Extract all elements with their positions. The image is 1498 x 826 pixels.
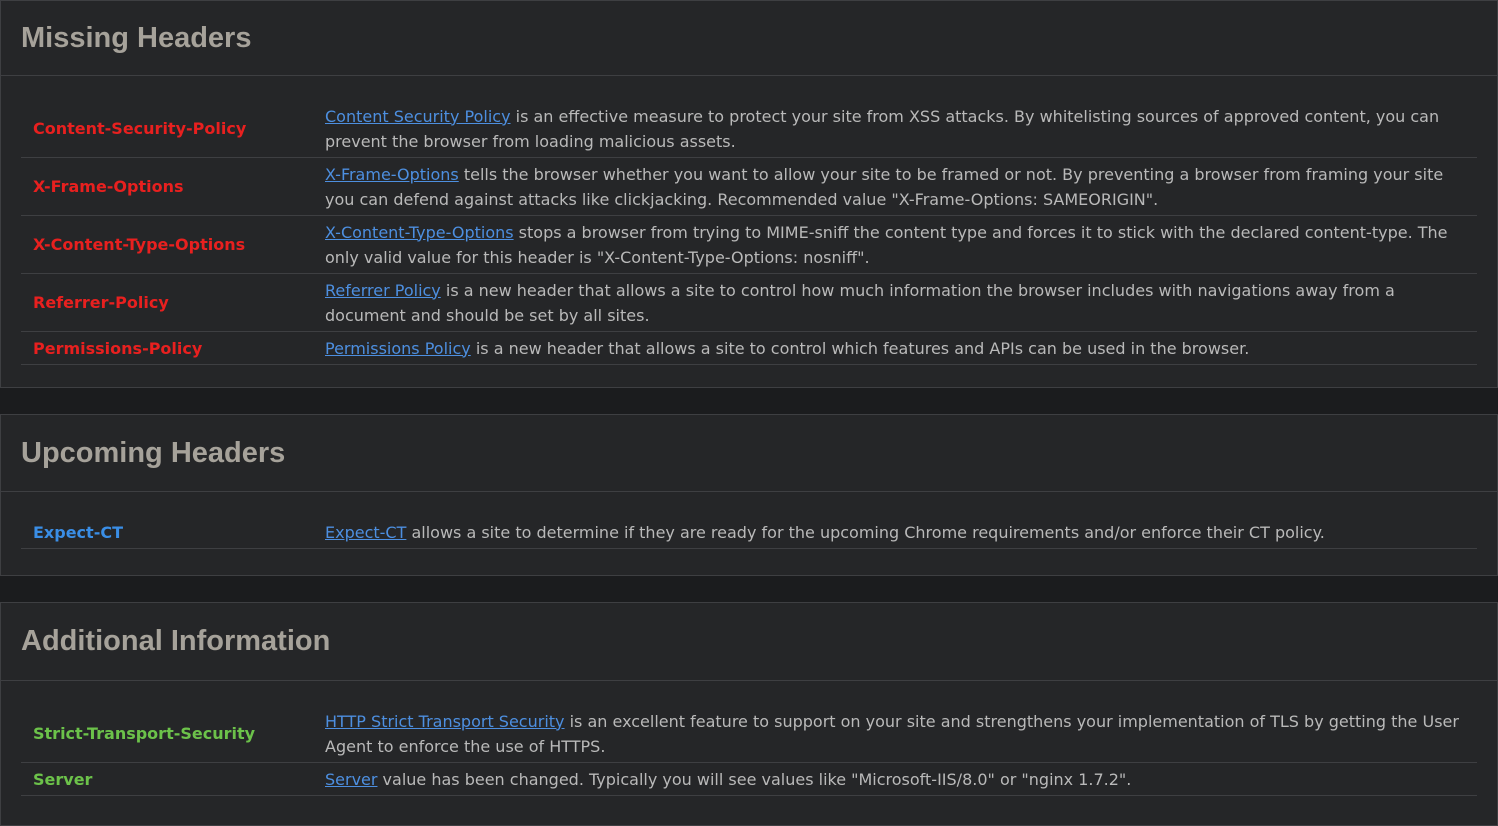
header-description — [325, 104, 1477, 154]
description-text: is a new header that allows a site to control how much information the browser includes with navigations away from a document and should be set by all sites. — [325, 280, 1395, 325]
missing-headers-header — [1, 1, 1497, 76]
header-row-permissions-policy — [21, 332, 1477, 365]
header-row-server — [21, 763, 1477, 796]
upcoming-headers-title: Upcoming Headers — [21, 436, 286, 469]
header-doc-link[interactable]: X-Frame-Options — [325, 164, 459, 184]
description-text: is a new header that allows a site to control which features and APIs can be used in the browser. — [470, 338, 1250, 358]
upcoming-headers-table — [1, 492, 1497, 549]
header-doc-link[interactable]: HTTP Strict Transport Security — [325, 711, 565, 731]
description-text: allows a site to determine if they are ready for the upcoming Chrome requirements and/or enforce their CT policy. — [406, 522, 1325, 542]
header-name: X-Frame-Options — [33, 177, 184, 196]
upcoming-headers-header — [1, 415, 1497, 492]
header-name: Permissions-Policy — [33, 338, 203, 358]
header-description — [325, 709, 1477, 759]
header-row-content-security-policy — [21, 100, 1477, 158]
description-text: is an effective measure to protect your site from XSS attacks. By whitelisting sources of approved content, you can prevent the browser from loading malicious assets. — [325, 106, 1440, 151]
header-name: Server — [33, 769, 93, 789]
header-name: Content-Security-Policy — [33, 119, 247, 138]
header-name: X-Content-Type-Options — [33, 235, 246, 254]
description-text: value has been changed. Typically you will see values like "Microsoft-IIS/8.0" or "nginx 1.7.2". — [377, 769, 1132, 789]
header-doc-link[interactable]: Permissions Policy — [325, 338, 471, 358]
missing-headers-panel — [0, 0, 1498, 388]
description-text: tells the browser whether you want to allow your site to be framed or not. By preventing a browser from framing your site you can defend against attacks like clickjacking. Recommended value "X-Frame-Options: SAMEORIGIN". — [325, 164, 1444, 209]
additional-information-panel — [0, 602, 1498, 826]
header-doc-link[interactable]: Referrer Policy — [325, 280, 441, 300]
header-doc-link[interactable]: X-Content-Type-Options — [325, 222, 514, 242]
header-doc-link[interactable]: Expect-CT — [325, 522, 407, 542]
header-row-referrer-policy — [21, 274, 1477, 332]
description-text: is an excellent feature to support on your site and strengthens your implementation of TLS by getting the User Agent to enforce the use of HTTPS. — [325, 711, 1459, 756]
header-row-x-frame-options — [21, 158, 1477, 216]
header-description — [325, 336, 1477, 361]
header-name: Referrer-Policy — [33, 293, 169, 312]
header-row-strict-transport-security — [21, 705, 1477, 763]
missing-headers-title: Missing Headers — [21, 21, 252, 54]
upcoming-headers-panel — [0, 414, 1498, 576]
additional-information-table — [1, 681, 1497, 796]
description-text: stops a browser from trying to MIME-sniff the content type and forces it to stick with the declared content-type. The only valid value for this header is "X-Content-Type-Options: nosniff". — [325, 222, 1448, 267]
header-description — [325, 162, 1477, 212]
header-row-expect-ct — [21, 516, 1477, 549]
header-description — [325, 767, 1477, 792]
header-name: Expect-CT — [33, 522, 123, 542]
header-description — [325, 220, 1477, 270]
header-doc-link[interactable]: Server — [325, 769, 378, 789]
additional-information-header — [1, 603, 1497, 681]
header-description — [325, 520, 1477, 545]
header-doc-link[interactable]: Content Security Policy — [325, 106, 511, 126]
additional-information-title: Additional Information — [21, 625, 331, 657]
header-description — [325, 278, 1477, 328]
missing-headers-table — [1, 76, 1497, 365]
header-name: Strict-Transport-Security — [33, 724, 256, 743]
header-row-x-content-type-options — [21, 216, 1477, 274]
